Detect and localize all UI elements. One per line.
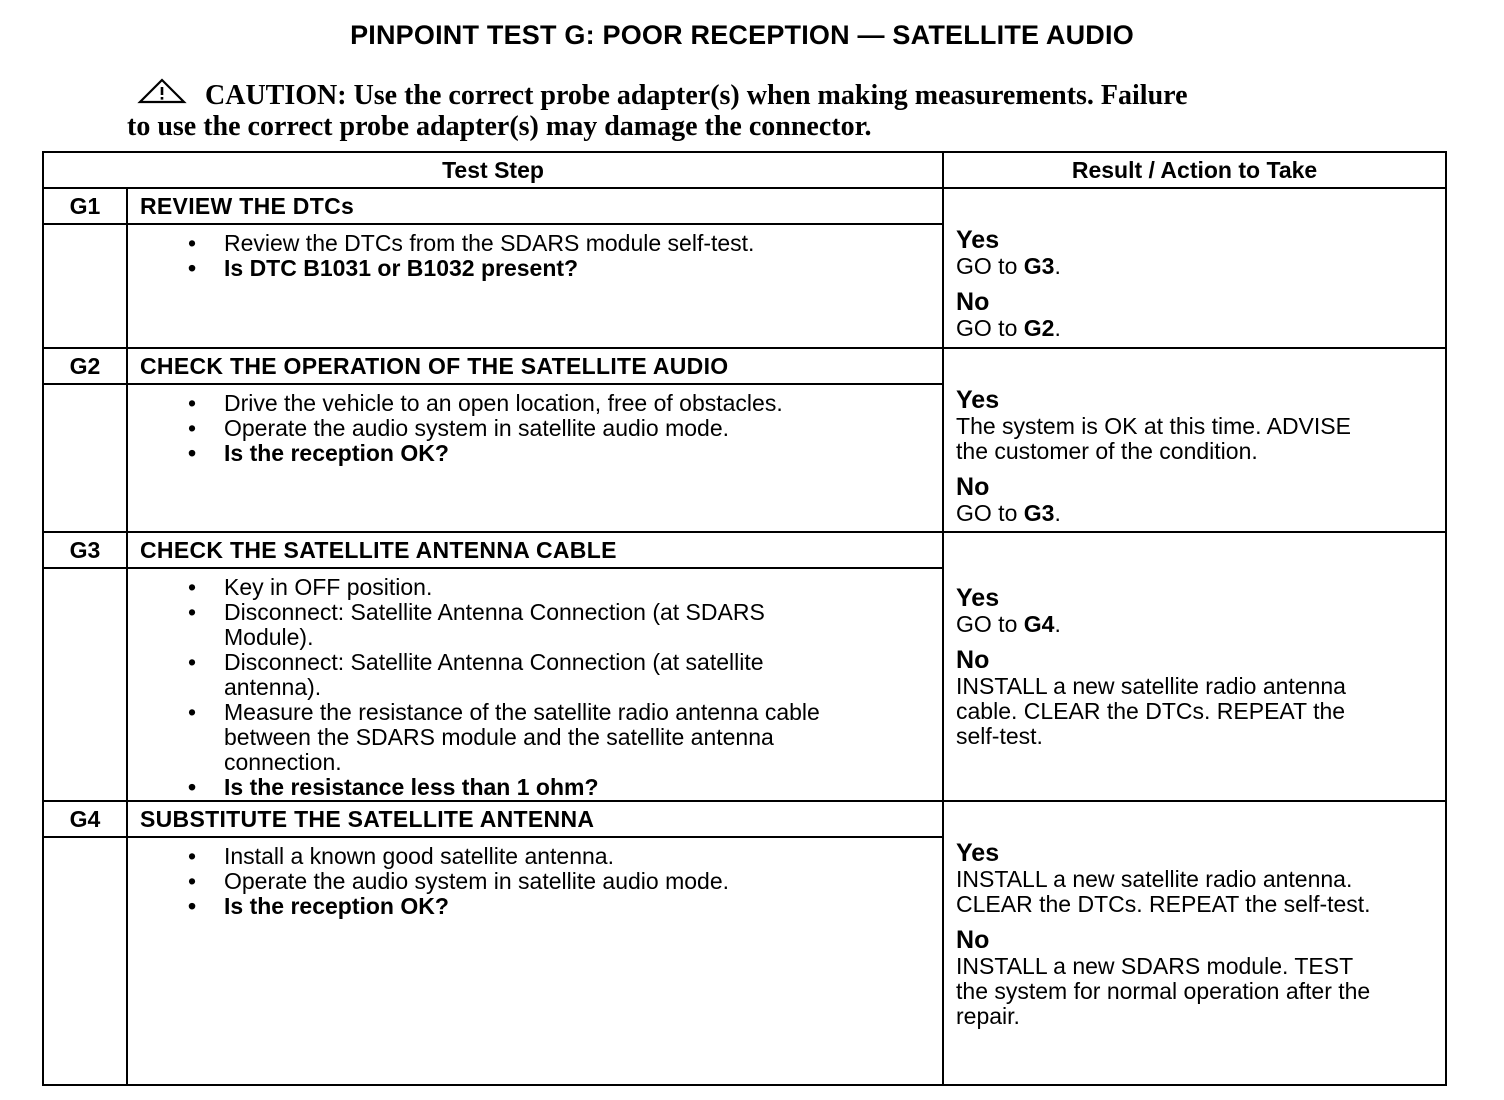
result-no-text-3: self-test. xyxy=(956,723,1043,749)
result-yes-text: GO to G3. xyxy=(956,253,1061,279)
list-item: • Install a known good satellite antenna. xyxy=(224,844,942,869)
list-item: • Key in OFF position. xyxy=(224,575,852,600)
result-no-label: No xyxy=(956,926,990,954)
caution-line-1: Use the correct probe adapter(s) when making measurements. Failure xyxy=(353,80,1188,111)
result-no-text-1: INSTALL a new satellite radio antenna xyxy=(956,673,1346,699)
step-id-blank xyxy=(43,224,127,348)
header-test-step: Test Step xyxy=(43,152,943,188)
result-no-text: GO to G3. xyxy=(956,500,1061,526)
caution-note xyxy=(127,80,1357,142)
list-item: • Is the reception OK? xyxy=(224,894,942,919)
caution-line-2: to use the correct probe adapter(s) may damage the connector. xyxy=(127,111,872,142)
step-g3-header-row xyxy=(43,532,1446,568)
result-no-text-3: repair. xyxy=(956,1003,1020,1029)
result-yes-label: Yes xyxy=(956,839,1000,867)
list-item: • Is the reception OK? xyxy=(224,441,942,466)
header-result-action: Result / Action to Take xyxy=(943,152,1446,188)
step-id-blank xyxy=(43,568,127,801)
list-item: • Disconnect: Satellite Antenna Connection (at SDARS Module). xyxy=(224,600,852,650)
list-item: • Operate the audio system in satellite audio mode. xyxy=(224,416,942,441)
step-g2-header-row xyxy=(43,348,1446,384)
step-g4-result xyxy=(943,801,1446,1085)
result-no-label: No xyxy=(956,288,990,316)
result-no-text-2: cable. CLEAR the DTCs. REPEAT the xyxy=(956,698,1346,724)
page-title: PINPOINT TEST G: POOR RECEPTION — SATELLITE AUDIO xyxy=(350,20,1134,50)
step-g4-header-row xyxy=(43,801,1446,837)
list-item: • Operate the audio system in satellite audio mode. xyxy=(224,869,942,894)
step-instructions xyxy=(127,384,943,532)
result-no-label: No xyxy=(956,473,990,501)
result-yes-label: Yes xyxy=(956,226,1000,254)
step-id: G2 xyxy=(43,348,127,384)
list-item: • Disconnect: Satellite Antenna Connection (at satellite antenna). xyxy=(224,650,852,700)
step-id-blank xyxy=(43,384,127,532)
step-g2-result xyxy=(943,348,1446,532)
list-item: • Is DTC B1031 or B1032 present? xyxy=(224,256,942,281)
result-yes-label: Yes xyxy=(956,386,1000,414)
step-title: CHECK THE SATELLITE ANTENNA CABLE xyxy=(127,532,943,568)
step-instructions xyxy=(127,568,943,801)
table-header-row xyxy=(43,152,1446,188)
result-yes-text-1: The system is OK at this time. ADVISE xyxy=(956,413,1351,439)
list-item: • Drive the vehicle to an open location, free of obstacles. xyxy=(224,391,942,416)
step-g1-result xyxy=(943,188,1446,348)
step-title: REVIEW THE DTCs xyxy=(127,188,943,224)
result-yes-text-2: CLEAR the DTCs. REPEAT the self-test. xyxy=(956,891,1371,917)
list-item: • Measure the resistance of the satellite radio antenna cable between the SDARS module and the satellite antenna connection. xyxy=(224,700,884,775)
step-title: CHECK THE OPERATION OF THE SATELLITE AUDIO xyxy=(127,348,943,384)
warning-triangle-icon xyxy=(137,78,187,111)
step-id-blank xyxy=(43,837,127,1085)
step-g1-header-row xyxy=(43,188,1446,224)
step-g3-result xyxy=(943,532,1446,801)
caution-label: CAUTION: xyxy=(205,80,347,111)
list-item: • Is the resistance less than 1 ohm? xyxy=(224,775,852,800)
step-instructions xyxy=(127,224,943,348)
step-title: SUBSTITUTE THE SATELLITE ANTENNA xyxy=(127,801,943,837)
result-yes-text-1: INSTALL a new satellite radio antenna. xyxy=(956,866,1353,892)
step-id: G4 xyxy=(43,801,127,837)
step-instructions xyxy=(127,837,943,1085)
result-yes-text-2: the customer of the condition. xyxy=(956,438,1258,464)
result-no-text: GO to G2. xyxy=(956,315,1061,341)
result-no-label: No xyxy=(956,646,990,674)
pinpoint-test-table xyxy=(42,151,1447,1086)
list-item: • Review the DTCs from the SDARS module self-test. xyxy=(224,231,942,256)
step-id: G1 xyxy=(43,188,127,224)
step-id: G3 xyxy=(43,532,127,568)
result-yes-text: GO to G4. xyxy=(956,611,1061,637)
result-no-text-1: INSTALL a new SDARS module. TEST xyxy=(956,953,1354,979)
result-no-text-2: the system for normal operation after the xyxy=(956,978,1371,1004)
result-yes-label: Yes xyxy=(956,584,1000,612)
